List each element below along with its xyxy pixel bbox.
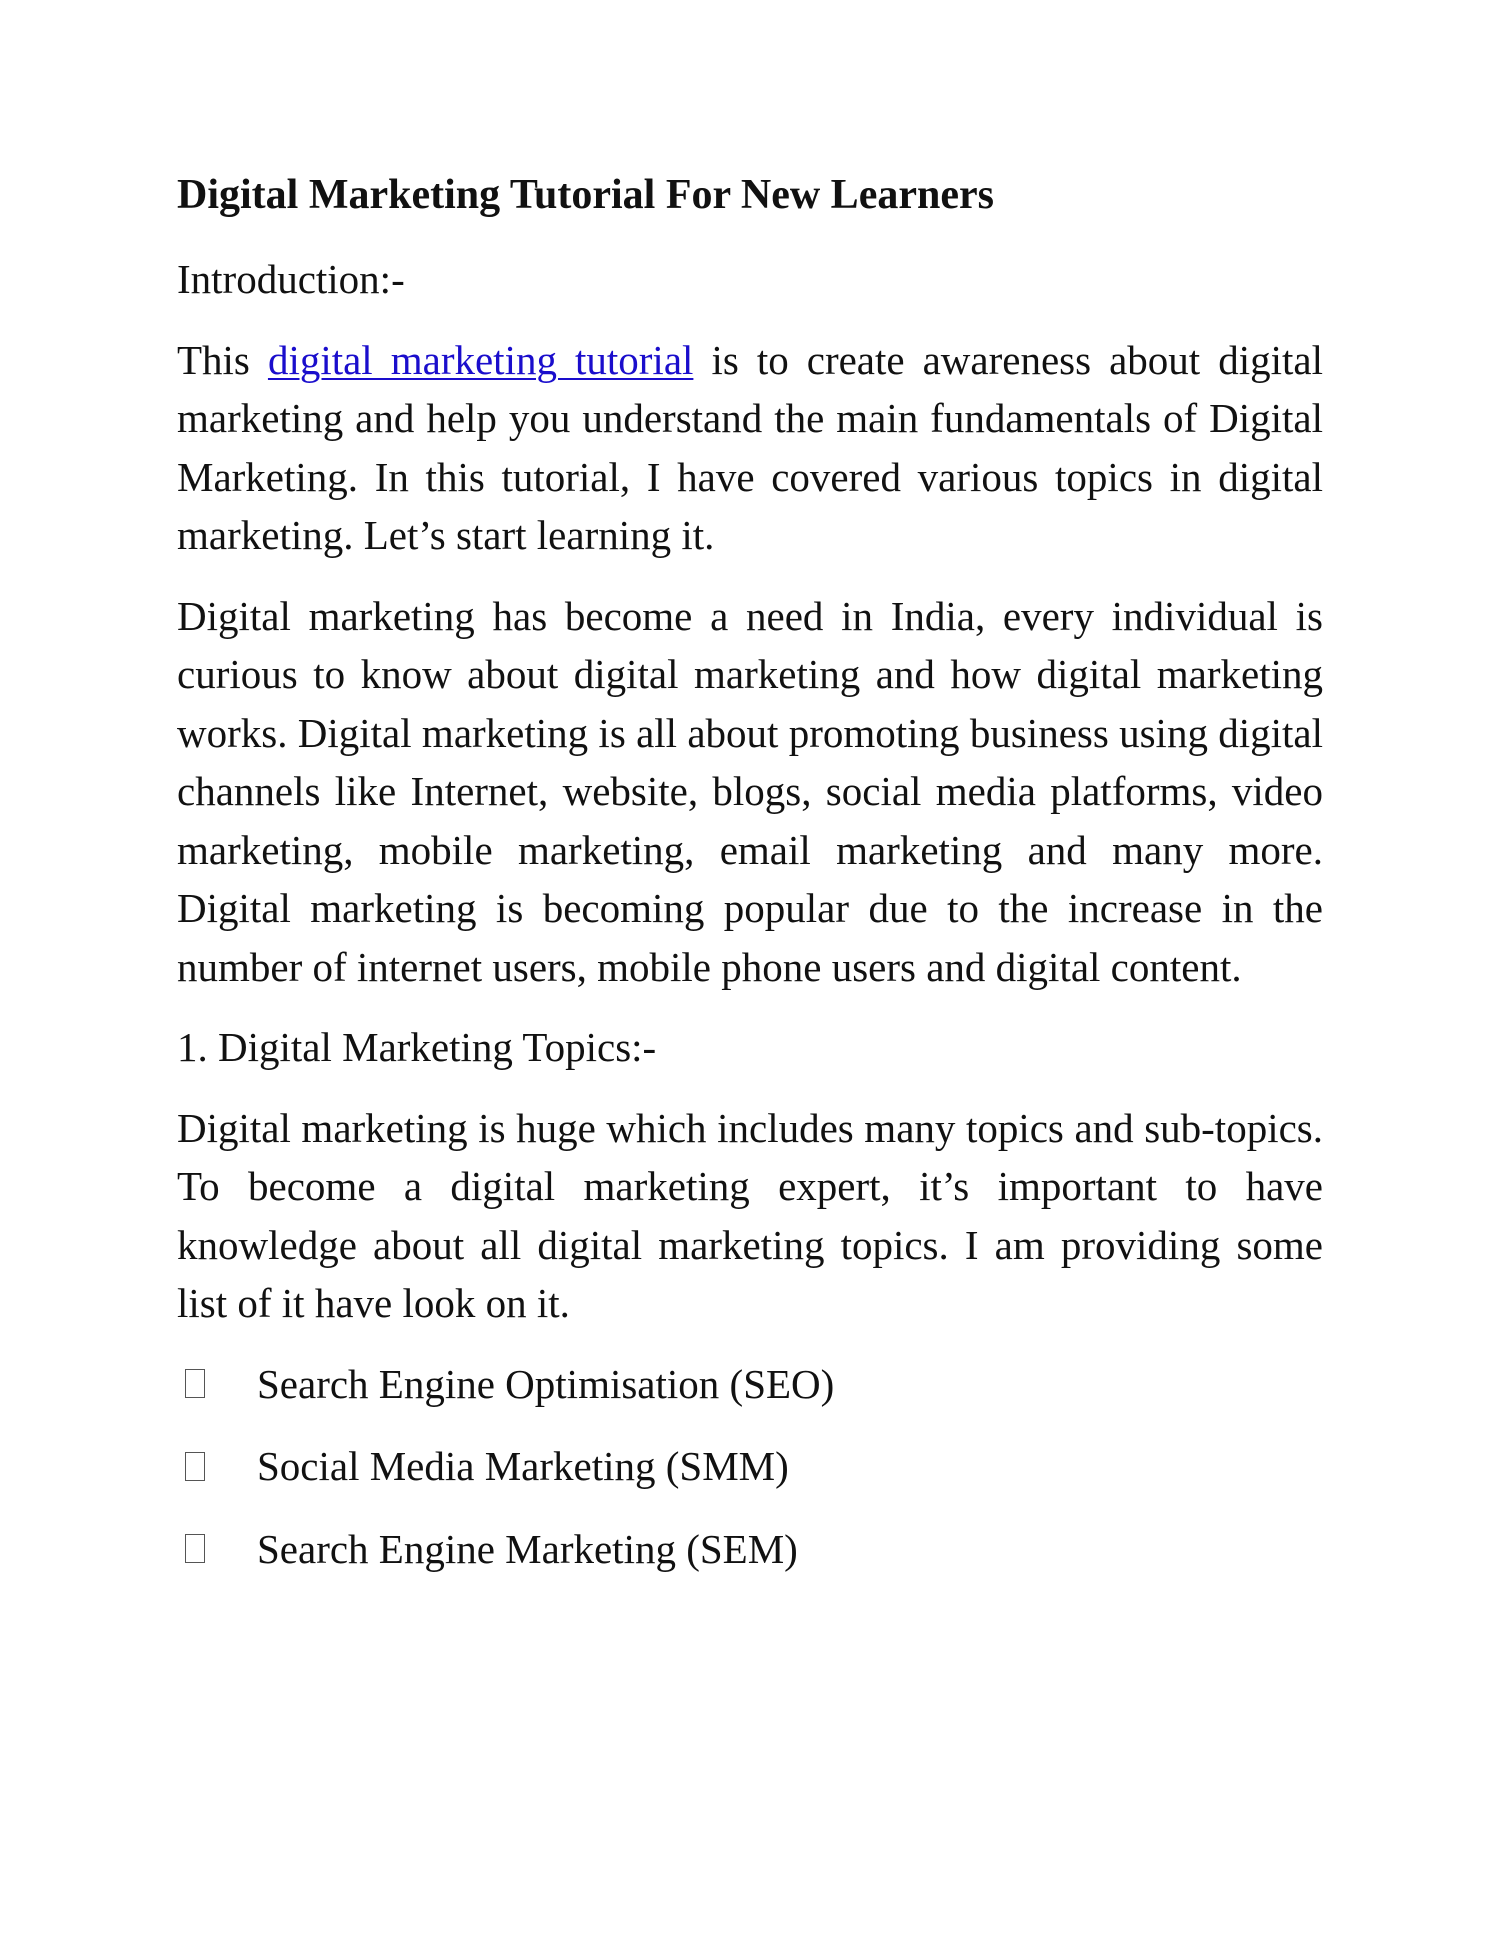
document-content [177, 170, 1323, 1602]
intro-text-before-link: This [177, 336, 268, 383]
checkbox-square-icon [185, 1534, 205, 1563]
body-paragraph-3: Digital marketing is huge which includes many topics and sub-topics. To become a digital marketing expert, it’s important to have knowledge about all digital marketing topics. I am providing some list of it have look on it. [177, 1104, 1323, 1326]
topic-label: Search Engine Marketing (SEM) [257, 1525, 798, 1572]
checkbox-square-icon [185, 1369, 205, 1398]
topics-list [177, 1355, 1323, 1579]
section-1-heading: 1. Digital Marketing Topics:- [177, 1024, 657, 1070]
list-item [177, 1355, 1323, 1414]
topic-label: Search Engine Optimisation (SEO) [257, 1360, 835, 1407]
intro-heading: Introduction:- [177, 256, 405, 302]
body-paragraph-2: Digital marketing has become a need in India, every individual is curious to know about digital marketing and how digital marketing works. Digital marketing is all about promoting business using digital channels like Internet, website, blogs, social media platforms, video marketing, mobile marketing, email marketing and many more. Digital marketing is becoming popular due to the increase in the number of internet users, mobile phone users and digital content. [177, 592, 1323, 990]
intro-paragraph [177, 331, 1323, 565]
document-title: Digital Marketing Tutorial For New Learners [177, 172, 994, 218]
list-item [177, 1437, 1323, 1496]
tutorial-link[interactable]: digital marketing tutorial [267, 336, 694, 383]
list-item [177, 1520, 1323, 1579]
intro-text-after-link: is to create awareness about digital marketing and help you understand the main fundamentals of Digital Marketing. In this tutorial, I have covered various topics in digital marketing. Let’s start learning it. [177, 336, 1323, 558]
topic-label: Social Media Marketing (SMM) [257, 1443, 789, 1489]
checkbox-square-icon [185, 1452, 205, 1481]
